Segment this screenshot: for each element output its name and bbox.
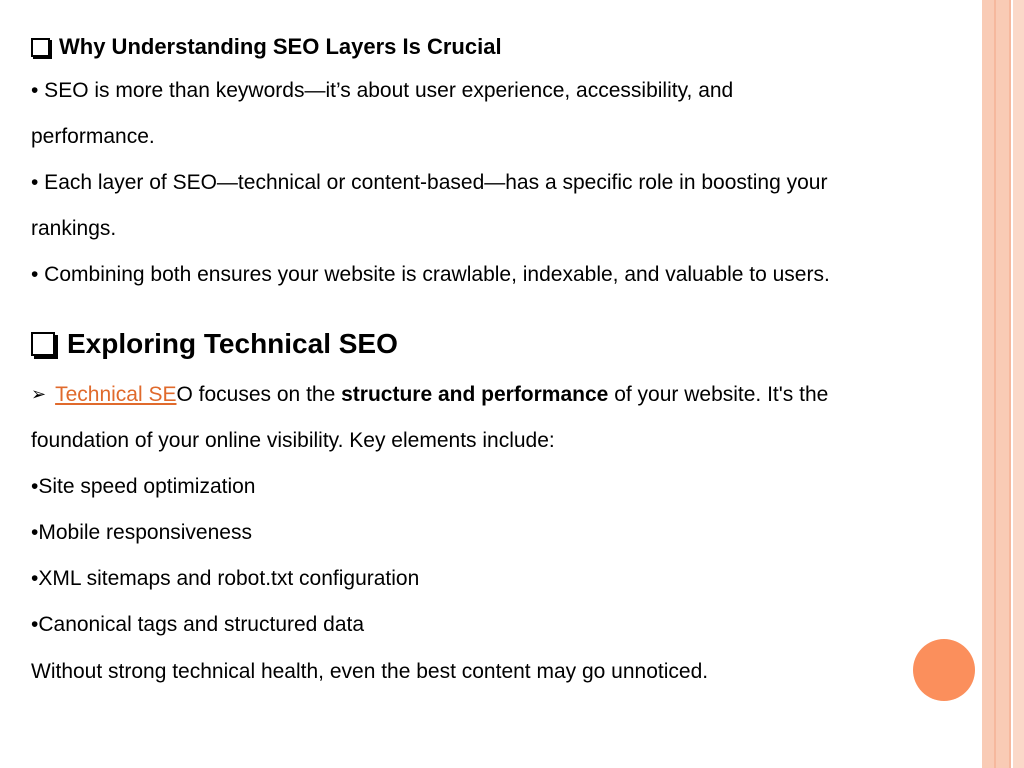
bullet-text: performance. [31,125,155,148]
border-stripe-line [994,0,996,768]
checkbox-bullet-icon [31,38,50,57]
technical-seo-link[interactable]: Technical SE [55,383,177,406]
intro-text: O focuses on the [176,383,342,406]
slide-content [31,26,961,696]
bullet-text: • Combining both ensures your website is crawlable, indexable, and valuable to users. [31,263,830,286]
intro-bold-text: structure and performance [341,383,609,406]
list-item: •Mobile responsiveness [31,521,252,544]
border-stripe-line [1009,0,1011,768]
section-heading [31,26,961,68]
list-item: •Canonical tags and structured data [31,613,365,636]
arrow-bullet-icon: ➢ [31,384,47,404]
closing-text: Without strong technical health, even the best content may go unnoticed. [31,660,709,683]
list-item: •XML sitemaps and robot.txt configuration [31,567,420,590]
checkbox-bullet-icon [31,332,55,356]
section-heading [31,316,961,372]
intro-text: of your website. It's the [608,383,829,406]
intro-paragraph [31,372,961,418]
section-heading-text: Why Understanding SEO Layers Is Crucial [59,34,502,59]
intro-text: foundation of your online visibility. Key elements include: [31,429,555,452]
border-stripe-narrow [1013,0,1024,768]
list-item: •Site speed optimization [31,475,256,498]
bullet-text: • SEO is more than keywords—it’s about user experience, accessibility, and [31,79,734,102]
border-stripe-wide [982,0,1010,768]
bullet-text: rankings. [31,217,117,240]
section-heading-text: Exploring Technical SEO [67,328,398,359]
bullet-text: • Each layer of SEO—technical or content-based—has a specific role in boosting your [31,171,828,194]
